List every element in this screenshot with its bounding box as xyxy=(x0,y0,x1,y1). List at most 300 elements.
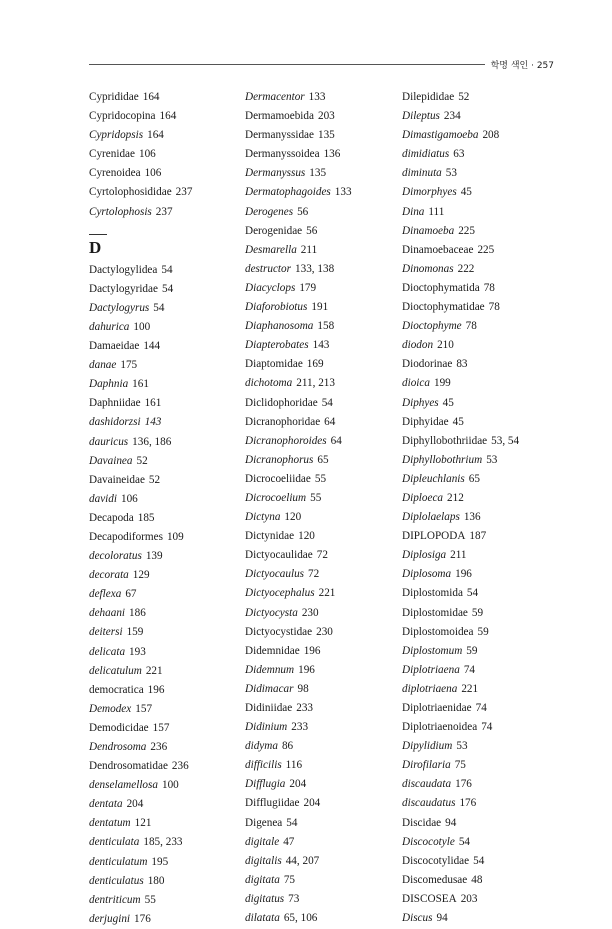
entries-after-section xyxy=(89,261,192,929)
taxon-name: Cyrtolophosididae xyxy=(89,186,172,199)
page-reference: 161 xyxy=(132,378,149,391)
page-reference: 78 xyxy=(483,281,495,294)
taxon-name: Difflugiidae xyxy=(245,797,300,810)
index-entry xyxy=(89,413,192,432)
taxon-name: DISCOSEA xyxy=(402,892,457,905)
page-reference: 75 xyxy=(454,759,466,772)
taxon-name: didyma xyxy=(245,740,278,753)
page-reference: 203 xyxy=(460,892,478,905)
page-reference: 187 xyxy=(469,530,487,543)
index-entry xyxy=(402,527,519,546)
taxon-name: Discidae xyxy=(402,816,442,829)
index-entry xyxy=(402,642,519,661)
index-entry xyxy=(89,509,192,528)
page-reference: 83 xyxy=(456,358,468,371)
page-reference: 208 xyxy=(482,129,500,142)
page-reference: 129 xyxy=(132,569,150,582)
page-reference: 234 xyxy=(443,110,461,123)
taxon-name: Diplostomoidea xyxy=(402,625,474,638)
page-reference: 230 xyxy=(301,606,319,619)
page-reference: 221 xyxy=(318,587,336,600)
taxon-name: Dioctophyme xyxy=(402,320,462,333)
page-reference: 164 xyxy=(142,91,160,103)
taxon-name: Diphyes xyxy=(402,396,439,409)
index-entry xyxy=(245,336,352,355)
index-entry xyxy=(89,662,192,681)
taxon-name: Diplotriaenidae xyxy=(402,702,472,714)
taxon-name: Diplotriaenoidea xyxy=(402,721,478,734)
page-reference: 73 xyxy=(288,892,300,905)
taxon-name: Demodicidae xyxy=(89,721,149,734)
page-reference: 164 xyxy=(147,129,164,142)
taxon-name: Dimastigamoeba xyxy=(402,129,479,142)
page-reference: 204 xyxy=(126,798,144,811)
page-reference: 196 xyxy=(303,644,321,657)
taxon-name: Diaphanosoma xyxy=(245,320,314,333)
index-entry xyxy=(402,661,519,680)
taxon-name: Dicrocoeliidae xyxy=(245,472,311,485)
index-entry xyxy=(89,814,192,833)
page-reference: 176 xyxy=(134,912,151,925)
taxon-name: Dicranophoridae xyxy=(245,415,321,428)
taxon-name: Davainea xyxy=(89,454,133,467)
page-reference: 74 xyxy=(475,702,487,714)
page-reference: 185 xyxy=(137,511,155,524)
index-entry xyxy=(245,260,352,279)
page-reference: 106 xyxy=(138,148,156,161)
index-entry xyxy=(402,88,519,107)
page-reference: 237 xyxy=(175,186,193,199)
index-entry xyxy=(89,433,192,452)
index-entry xyxy=(89,164,192,183)
page-reference: 54 xyxy=(473,854,485,867)
index-entry xyxy=(402,565,519,584)
index-entry xyxy=(89,126,192,145)
index-entry xyxy=(245,909,352,928)
taxon-name: Cypridocopina xyxy=(89,110,156,123)
taxon-name: Diplostomum xyxy=(402,644,463,657)
page-reference: 45 xyxy=(460,186,472,199)
index-entry xyxy=(245,298,352,317)
index-entry xyxy=(245,604,352,623)
page-reference: 179 xyxy=(299,281,317,294)
page-reference: 65 xyxy=(317,453,329,466)
taxon-name: Cypridopsis xyxy=(89,129,144,142)
index-entry xyxy=(89,528,192,547)
index-entry xyxy=(89,776,192,795)
taxon-name: Diplotriaena xyxy=(402,663,460,676)
page-reference: 236 xyxy=(171,760,189,773)
index-entry xyxy=(402,833,519,852)
taxon-name: Dimorphyes xyxy=(402,186,457,199)
taxon-name: Dinamoeba xyxy=(402,224,455,237)
index-entry xyxy=(89,623,192,642)
page-reference: 78 xyxy=(488,301,500,314)
taxon-name: denticulatus xyxy=(89,874,144,887)
index-entry xyxy=(402,260,519,279)
header-rule xyxy=(89,64,526,65)
page-reference: 53 xyxy=(456,740,468,753)
index-entry xyxy=(89,394,192,413)
taxon-name: DIPLOPODA xyxy=(402,530,466,543)
page-reference: 116 xyxy=(285,759,303,772)
index-entry xyxy=(245,546,352,565)
page-reference: 159 xyxy=(126,626,144,639)
taxon-name: decorata xyxy=(89,569,129,582)
page-reference: 75 xyxy=(283,873,295,886)
taxon-name: deitersi xyxy=(89,626,123,639)
index-entry xyxy=(89,681,192,700)
taxon-name: Diplolaelaps xyxy=(402,511,460,524)
page-reference: 54 xyxy=(466,587,479,600)
taxon-name: Dactylogylidea xyxy=(89,263,158,276)
page-reference: 133 xyxy=(334,186,352,199)
taxon-name: Dinamoebaceae xyxy=(402,243,474,256)
index-entry xyxy=(245,241,352,260)
page-reference: 135 xyxy=(309,167,327,180)
index-entry xyxy=(402,355,519,374)
page-reference: 59 xyxy=(471,606,484,619)
page-reference: 161 xyxy=(144,397,162,410)
taxon-name: Dactylogyrus xyxy=(89,301,150,314)
page-reference: 54 xyxy=(161,282,174,295)
page-reference: 121 xyxy=(134,817,152,830)
index-entry xyxy=(402,890,519,909)
taxon-name: Dictyocysta xyxy=(245,606,298,619)
taxon-name: Diphyllobothrium xyxy=(402,453,483,466)
page-reference: 211, 213 xyxy=(296,377,335,390)
taxon-name: dentata xyxy=(89,798,123,811)
taxon-name: Didemnum xyxy=(245,663,295,676)
page-reference: 45 xyxy=(442,396,454,409)
taxon-name: Dendrosomatidae xyxy=(89,760,168,773)
index-entry xyxy=(89,299,192,318)
page-reference: 53 xyxy=(445,167,457,180)
page-reference: 54 xyxy=(286,816,298,829)
index-entry xyxy=(402,470,519,489)
index-entry xyxy=(402,852,519,871)
page-reference: 65 xyxy=(468,472,480,485)
page-reference: 199 xyxy=(433,377,451,390)
page-reference: 186 xyxy=(129,607,146,620)
page-reference: 136 xyxy=(463,511,481,524)
index-entry xyxy=(245,794,352,813)
taxon-name: Cyrenoidea xyxy=(89,167,141,180)
page-reference: 203 xyxy=(317,110,335,123)
taxon-name: Diclidophoridae xyxy=(245,396,318,409)
taxon-name: Cyprididae xyxy=(89,91,139,103)
index-entry xyxy=(245,451,352,470)
page-reference: 44, 207 xyxy=(285,854,320,867)
taxon-name: dehaani xyxy=(89,607,126,620)
taxon-name: Didemnidae xyxy=(245,644,300,657)
page-reference: 210 xyxy=(437,339,454,352)
page-reference: 52 xyxy=(458,91,470,103)
taxon-name: Diplosoma xyxy=(402,568,452,581)
page-reference: 78 xyxy=(465,320,477,333)
taxon-name: Discocotyle xyxy=(402,835,455,848)
taxon-name: Cyrenidae xyxy=(89,148,135,161)
taxon-name: Didimacar xyxy=(245,682,294,695)
taxon-name: Dermanyssus xyxy=(245,167,306,180)
taxon-name: Dipylidium xyxy=(402,740,453,753)
index-column-1 xyxy=(89,88,192,929)
index-entry xyxy=(89,872,192,891)
page-reference: 133, 138 xyxy=(295,262,335,275)
index-entry xyxy=(402,489,519,508)
taxon-name: dilatata xyxy=(245,912,280,925)
taxon-name: Dictynidae xyxy=(245,530,295,543)
index-entry xyxy=(245,489,352,508)
taxon-name: Decapoda xyxy=(89,511,134,524)
index-entry xyxy=(245,145,352,164)
page-reference: 158 xyxy=(317,320,335,333)
index-entry xyxy=(89,107,192,126)
index-entry xyxy=(245,871,352,890)
index-entry xyxy=(89,203,192,222)
index-entry xyxy=(402,794,519,813)
page-reference: 54 xyxy=(458,835,470,848)
taxon-name: Dictyocaulidae xyxy=(245,549,313,562)
index-entry xyxy=(245,413,352,432)
index-entry xyxy=(245,584,352,603)
page-reference: 176 xyxy=(455,778,472,791)
taxon-name: danae xyxy=(89,359,117,372)
taxon-name: digitata xyxy=(245,873,280,886)
page-reference: 47 xyxy=(283,835,295,848)
running-header: 학명 색인 · 257 xyxy=(485,58,554,71)
index-entry xyxy=(245,355,352,374)
index-entry xyxy=(402,699,519,718)
page-reference: 59 xyxy=(466,644,478,657)
taxon-name: Diploeca xyxy=(402,491,444,504)
page-reference: 225 xyxy=(458,224,475,237)
page-reference: 59 xyxy=(477,625,489,638)
index-entry xyxy=(245,317,352,336)
taxon-name: Dictyocaulus xyxy=(245,568,305,581)
index-entry xyxy=(89,471,192,490)
page-reference: 64 xyxy=(324,415,336,428)
page-reference: 211 xyxy=(450,549,467,562)
page-reference: 74 xyxy=(463,663,475,676)
index-entry xyxy=(245,508,352,527)
taxon-name: Daphniidae xyxy=(89,397,141,410)
index-entry xyxy=(245,203,352,222)
page-reference: 139 xyxy=(145,550,163,563)
index-column-2 xyxy=(245,88,352,928)
index-entry xyxy=(89,356,192,375)
taxon-name: derjugini xyxy=(89,912,131,925)
taxon-name: Dictyna xyxy=(245,511,281,524)
index-entry xyxy=(245,890,352,909)
index-entry xyxy=(402,222,519,241)
taxon-name: dimidiatus xyxy=(402,148,450,161)
index-entry xyxy=(89,891,192,910)
page-reference: 212 xyxy=(447,491,464,504)
page-reference: 106 xyxy=(144,167,162,180)
index-entry xyxy=(245,279,352,298)
index-entry xyxy=(402,394,519,413)
taxon-name: Dioctophymatidae xyxy=(402,301,485,314)
index-entry xyxy=(402,374,519,393)
page-reference: 136 xyxy=(323,148,341,161)
taxon-name: Dicranophoroides xyxy=(245,434,327,447)
page-reference: 191 xyxy=(311,301,329,314)
page-reference: 135 xyxy=(317,129,335,142)
taxon-name: Digenea xyxy=(245,816,283,829)
page-reference: 55 xyxy=(144,893,156,906)
page-reference: 236 xyxy=(150,741,168,753)
index-entry xyxy=(245,737,352,756)
index-entry xyxy=(245,432,352,451)
index-entry xyxy=(245,775,352,794)
index-entry xyxy=(245,680,352,699)
page-reference: 64 xyxy=(330,434,342,447)
index-entry xyxy=(89,719,192,738)
index-entry xyxy=(89,833,192,852)
taxon-name: Diaptomidae xyxy=(245,358,303,371)
taxon-name: delicatulum xyxy=(89,664,142,677)
index-entry xyxy=(245,374,352,393)
page-reference: 98 xyxy=(297,682,309,695)
page-reference: 196 xyxy=(298,663,315,676)
page-reference: 54 xyxy=(153,301,165,314)
taxon-name: Difflugia xyxy=(245,778,286,791)
index-entry xyxy=(402,126,519,145)
index-entry xyxy=(245,756,352,775)
index-entry xyxy=(402,145,519,164)
index-entry xyxy=(402,432,519,451)
taxon-name: diodon xyxy=(402,339,434,352)
index-entry xyxy=(245,833,352,852)
page-reference: 65, 106 xyxy=(283,912,318,925)
taxon-name: Cyrtolophosis xyxy=(89,205,152,218)
taxon-name: Dermanyssidae xyxy=(245,129,314,142)
page-reference: 111 xyxy=(428,205,445,218)
index-entry xyxy=(89,452,192,471)
index-entry xyxy=(402,183,519,202)
page-reference: 55 xyxy=(310,491,322,504)
taxon-name: Dipleuchlanis xyxy=(402,472,465,485)
index-entry xyxy=(89,910,192,929)
index-entry xyxy=(402,623,519,642)
index-entry xyxy=(89,375,192,394)
index-entry xyxy=(402,298,519,317)
index-entry xyxy=(89,547,192,566)
taxon-name: decoloratus xyxy=(89,550,142,563)
page-reference: 55 xyxy=(314,472,327,485)
taxon-name: Diplostomidae xyxy=(402,606,468,619)
page-reference: 52 xyxy=(136,454,148,467)
taxon-name: Dictyocystidae xyxy=(245,625,313,638)
index-entry xyxy=(245,107,352,126)
taxon-name: Dermamoebida xyxy=(245,110,314,123)
index-entry xyxy=(245,699,352,718)
taxon-name: Didinium xyxy=(245,721,288,734)
taxon-name: democratica xyxy=(89,683,144,696)
taxon-name: Diphyllobothriidae xyxy=(402,434,488,447)
taxon-name: dioica xyxy=(402,377,430,390)
taxon-name: diminuta xyxy=(402,167,442,180)
page-reference: 74 xyxy=(481,721,493,734)
page-reference: 52 xyxy=(148,473,161,486)
taxon-name: Davaineidae xyxy=(89,473,145,486)
index-entry xyxy=(402,909,519,928)
index-entry xyxy=(402,546,519,565)
page-reference: 221 xyxy=(145,664,163,677)
page-reference: 193 xyxy=(129,645,146,658)
index-entry xyxy=(245,661,352,680)
page-reference: 195 xyxy=(151,855,169,868)
taxon-name: dentriticum xyxy=(89,893,141,906)
taxon-name: Daphnia xyxy=(89,378,129,391)
taxon-name: Diodorinae xyxy=(402,358,453,371)
taxon-name: Diphyidae xyxy=(402,415,449,428)
page-reference: 144 xyxy=(143,340,161,353)
index-entry xyxy=(89,585,192,604)
index-entry xyxy=(89,566,192,585)
index-entry xyxy=(245,394,352,413)
page-reference: 94 xyxy=(445,816,457,829)
page-reference: 196 xyxy=(455,568,472,581)
index-entry xyxy=(245,164,352,183)
page-reference: 222 xyxy=(457,262,475,275)
index-entry xyxy=(89,337,192,356)
taxon-name: davidi xyxy=(89,492,117,505)
taxon-name: Didiniidae xyxy=(245,702,293,714)
page-reference: 230 xyxy=(316,625,333,638)
taxon-name: Dina xyxy=(402,205,425,218)
page-reference: 157 xyxy=(152,721,170,734)
index-entry xyxy=(89,88,192,107)
entries-before-section xyxy=(89,88,192,222)
taxon-name: Dirofilaria xyxy=(402,759,451,772)
taxon-name: Dilepididae xyxy=(402,91,455,103)
taxon-name: denticulatum xyxy=(89,855,148,868)
taxon-name: Dendrosoma xyxy=(89,741,147,753)
taxon-name: discaudatus xyxy=(402,797,456,810)
taxon-name: Dermanyssoidea xyxy=(245,148,320,161)
taxon-name: Derogenidae xyxy=(245,224,303,237)
taxon-name: Diacyclops xyxy=(245,281,296,294)
index-entry xyxy=(402,584,519,603)
taxon-name: destructor xyxy=(245,262,291,275)
page-reference: 56 xyxy=(297,205,309,218)
taxon-name: Dermacentor xyxy=(245,91,305,103)
page-reference: 143 xyxy=(144,416,162,429)
page-reference: 225 xyxy=(477,243,495,256)
page-reference: 72 xyxy=(308,568,320,581)
taxon-name: Demodex xyxy=(89,702,132,715)
index-entry xyxy=(245,126,352,145)
page-reference: 72 xyxy=(316,549,328,562)
taxon-name: dichotoma xyxy=(245,377,293,390)
page-reference: 233 xyxy=(296,702,314,714)
taxon-name: denticulata xyxy=(89,836,140,849)
taxon-name: Diaforobiotus xyxy=(245,301,308,314)
taxon-name: difficilis xyxy=(245,759,282,772)
page-reference: 176 xyxy=(459,797,477,810)
page-reference: 233 xyxy=(291,721,309,734)
page-reference: 100 xyxy=(133,320,151,333)
taxon-name: dauricus xyxy=(89,435,129,448)
index-entry xyxy=(402,317,519,336)
index-entry xyxy=(89,490,192,509)
page-reference: 94 xyxy=(436,912,448,925)
index-entry xyxy=(245,565,352,584)
taxon-name: dentatum xyxy=(89,817,131,830)
taxon-name: Dileptus xyxy=(402,110,440,123)
